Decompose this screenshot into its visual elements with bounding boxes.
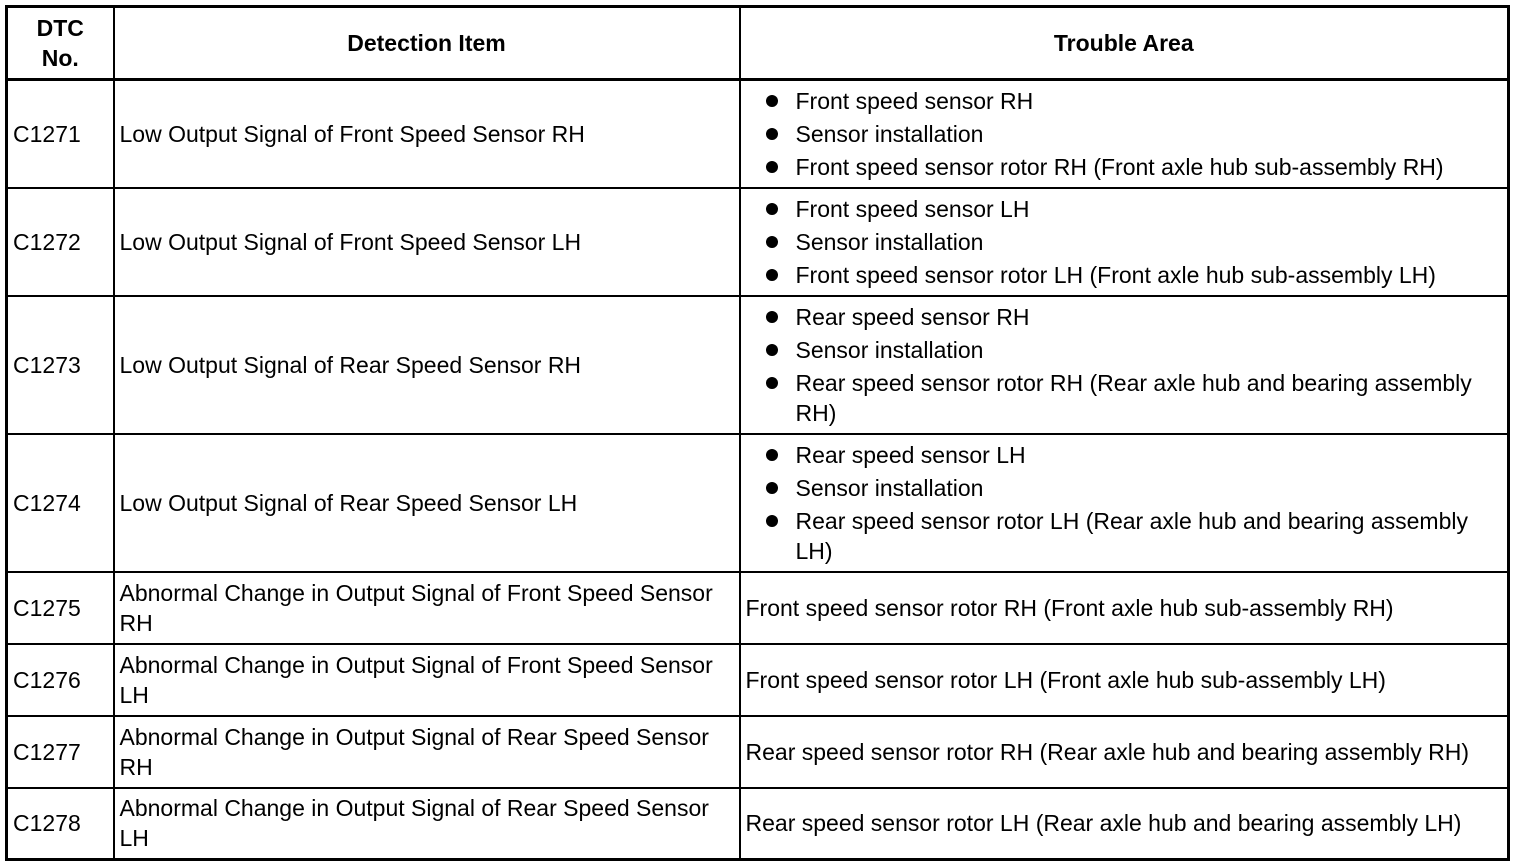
dtc-code: C1278	[7, 788, 114, 860]
trouble-text: Sensor installation	[795, 120, 984, 147]
bullet-icon	[766, 95, 778, 107]
detection-item: Abnormal Change in Output Signal of Rear Speed Sensor LH	[114, 788, 740, 860]
detection-item: Abnormal Change in Output Signal of Front Speed Sensor LH	[114, 644, 740, 716]
trouble-list-item	[746, 260, 1503, 290]
detection-item: Abnormal Change in Output Signal of Front Speed Sensor RH	[114, 572, 740, 644]
detection-item: Low Output Signal of Front Speed Sensor RH	[114, 80, 740, 188]
dtc-code: C1271	[7, 80, 114, 188]
bullet-icon	[766, 482, 778, 494]
table-row	[7, 80, 1509, 188]
bullet-icon	[766, 377, 778, 389]
trouble-list	[746, 86, 1503, 182]
bullet-icon	[766, 236, 778, 248]
bullet-icon	[766, 161, 778, 173]
bullet-icon	[766, 515, 778, 527]
trouble-list-item	[746, 119, 1503, 149]
trouble-area	[740, 80, 1509, 188]
trouble-list	[746, 440, 1503, 566]
trouble-area: Rear speed sensor rotor RH (Rear axle hub and bearing assembly RH)	[740, 716, 1509, 788]
header-dtc-line1: DTC	[36, 15, 84, 41]
trouble-list-item	[746, 473, 1503, 503]
trouble-list-item	[746, 302, 1503, 332]
dtc-code: C1274	[7, 434, 114, 572]
trouble-area	[740, 296, 1509, 434]
trouble-area: Front speed sensor rotor LH (Front axle hub sub-assembly LH)	[740, 644, 1509, 716]
trouble-list-item	[746, 335, 1503, 365]
dtc-table	[5, 5, 1510, 861]
trouble-list-item	[746, 506, 1503, 566]
dtc-code: C1275	[7, 572, 114, 644]
trouble-list	[746, 194, 1503, 290]
trouble-list-item	[746, 152, 1503, 182]
trouble-area	[740, 434, 1509, 572]
table-row	[7, 296, 1509, 434]
bullet-icon	[766, 128, 778, 140]
header-row	[7, 7, 1509, 80]
table-row	[7, 188, 1509, 296]
trouble-text: Sensor installation	[795, 336, 984, 363]
trouble-list-item	[746, 368, 1503, 428]
trouble-text: Rear speed sensor RH	[795, 303, 1030, 330]
table-row	[7, 572, 1509, 644]
header-dtc-line2: No.	[41, 45, 79, 71]
table-row	[7, 434, 1509, 572]
trouble-text: Front speed sensor LH	[795, 195, 1030, 222]
trouble-list-item	[746, 194, 1503, 224]
bullet-icon	[766, 344, 778, 356]
bullet-icon	[766, 311, 778, 323]
trouble-text: Front speed sensor RH	[795, 87, 1034, 114]
trouble-list	[746, 302, 1503, 428]
dtc-code: C1277	[7, 716, 114, 788]
trouble-list-item	[746, 86, 1503, 116]
trouble-text: Rear speed sensor rotor LH (Rear axle hub and bearing assembly LH)	[795, 507, 1468, 564]
trouble-text: Sensor installation	[795, 474, 984, 501]
trouble-list-item	[746, 440, 1503, 470]
header-dtc-no	[7, 7, 114, 80]
table-row	[7, 716, 1509, 788]
trouble-area	[740, 188, 1509, 296]
detection-item: Low Output Signal of Rear Speed Sensor RH	[114, 296, 740, 434]
trouble-list-item	[746, 227, 1503, 257]
header-detection-item: Detection Item	[114, 7, 740, 80]
detection-item: Low Output Signal of Rear Speed Sensor LH	[114, 434, 740, 572]
header-trouble-area: Trouble Area	[740, 7, 1509, 80]
trouble-area: Front speed sensor rotor RH (Front axle hub sub-assembly RH)	[740, 572, 1509, 644]
trouble-text: Rear speed sensor rotor RH (Rear axle hub and bearing assembly RH)	[795, 369, 1472, 426]
dtc-code: C1276	[7, 644, 114, 716]
trouble-area: Rear speed sensor rotor LH (Rear axle hub and bearing assembly LH)	[740, 788, 1509, 860]
bullet-icon	[766, 269, 778, 281]
trouble-text: Sensor installation	[795, 228, 984, 255]
dtc-code: C1272	[7, 188, 114, 296]
dtc-code: C1273	[7, 296, 114, 434]
detection-item: Abnormal Change in Output Signal of Rear Speed Sensor RH	[114, 716, 740, 788]
detection-item: Low Output Signal of Front Speed Sensor LH	[114, 188, 740, 296]
bullet-icon	[766, 449, 778, 461]
trouble-text: Front speed sensor rotor LH (Front axle hub sub-assembly LH)	[795, 261, 1436, 288]
table-row	[7, 644, 1509, 716]
trouble-text: Front speed sensor rotor RH (Front axle hub sub-assembly RH)	[795, 153, 1444, 180]
trouble-text: Rear speed sensor LH	[795, 441, 1026, 468]
table-row	[7, 788, 1509, 860]
bullet-icon	[766, 203, 778, 215]
